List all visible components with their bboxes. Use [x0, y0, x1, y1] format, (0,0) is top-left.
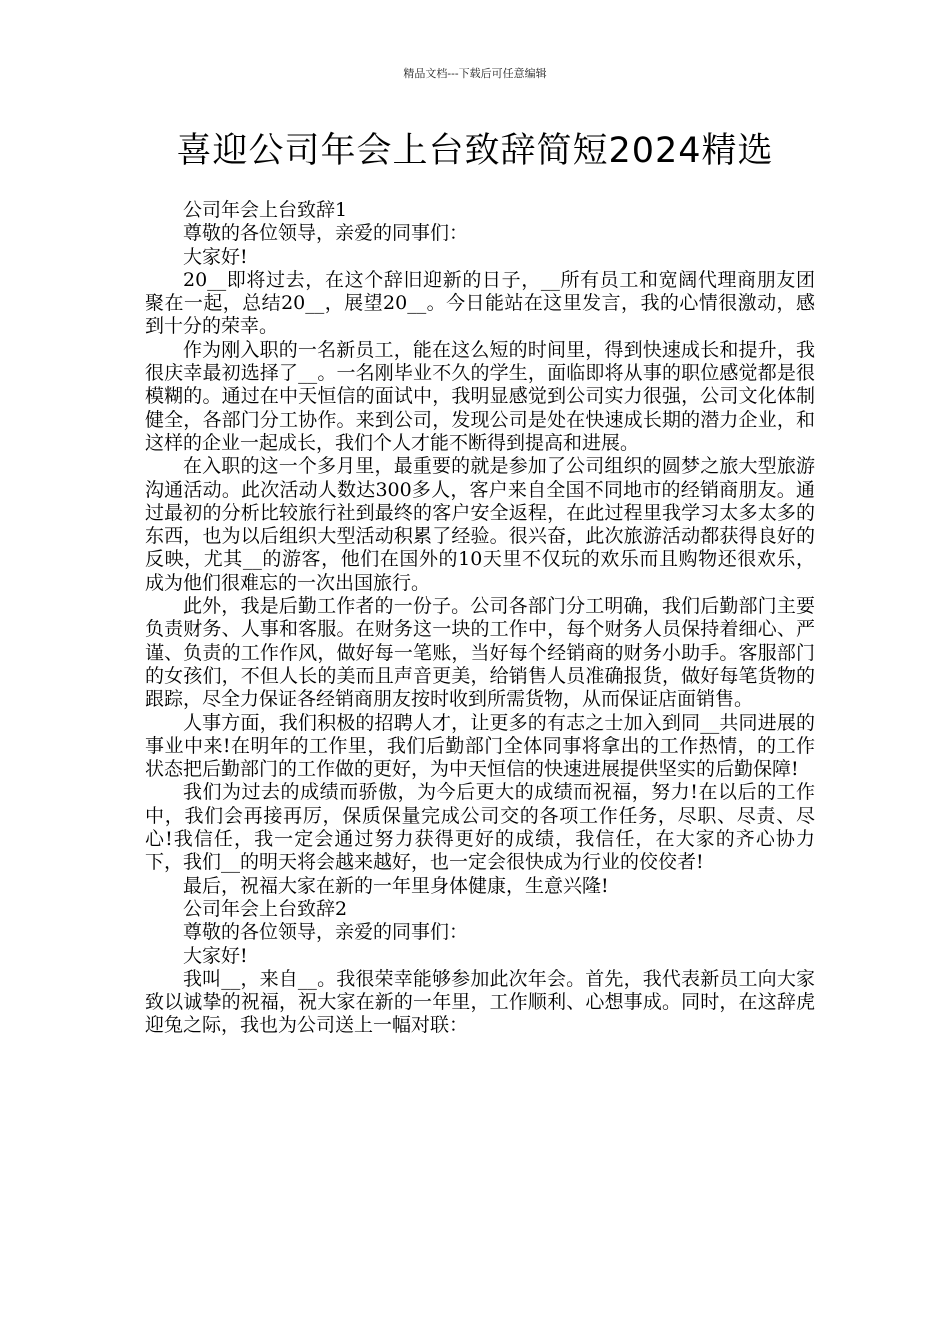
- paragraph: 我叫__，来自__。我很荣幸能够参加此次年会。首先，我代表新员工向大家致以诚挚的祝福，祝大家在新的一年里，工作顺利、心想事成。同时，在这辞虎迎兔之际，我也为公司送上一幅对联：: [145, 967, 815, 1037]
- document-body: [145, 199, 815, 1038]
- paragraph: 作为刚入职的一名新员工，能在这么短的时间里，得到快速成长和提升，我很庆幸最初选择了__。一名刚毕业不久的学生，面临即将从事的职位感觉都是很模糊的。通过在中天恒信的面试中，我明显感觉到公司实力很强，公司文化体制健全，各部门分工协作。来到公司，发现公司是处在快速成长期的潜力企业，和这样的企业一起成长，我们个人才能不断得到提高和进展。: [145, 338, 815, 454]
- paragraph: 人事方面，我们积极的招聘人才，让更多的有志之士加入到同__共同进展的事业中来!在明年的工作里，我们后勤部门全体同事将拿出的工作热情，的工作状态把后勤部门的工作做的更好，为中天恒信的快速进展提供坚实的后勤保障!: [145, 711, 815, 781]
- paragraph: 此外，我是后勤工作者的一份子。公司各部门分工明确，我们后勤部门主要负责财务、人事和客服。在财务这一块的工作中，每个财务人员保持着细心、严谨、负责的工作作风，做好每一笔账，当好每个经销商的财务小助手。客服部门的女孩们，不但人长的美而且声音更美，给销售人员准确报货，做好每笔货物的跟踪，尽全力保证各经销商朋友按时收到所需货物，从而保证店面销售。: [145, 595, 815, 711]
- section-heading: 公司年会上台致辞1: [183, 199, 348, 221]
- paragraph: 我们为过去的成绩而骄傲，为今后更大的成绩而祝福，努力!在以后的工作中，我们会再接再厉，保质保量完成公司交的各项工作任务，尽职、尽责、尽心!我信任，我一定会通过努力获得更好的成绩，我信任，在大家的齐心协力下，我们__的明天将会越来越好，也一定会很快成为行业的佼佼者!: [145, 781, 815, 874]
- paragraph: 最后，祝福大家在新的一年里身体健康，生意兴隆!: [183, 874, 609, 897]
- salutation: 尊敬的各位领导，亲爱的同事们：: [183, 921, 469, 944]
- greeting: 大家好!: [183, 245, 248, 268]
- document-header-note: 精品文档---下载后可任意编辑: [403, 67, 547, 80]
- document-title: 喜迎公司年会上台致辞简短2024精选: [176, 131, 774, 171]
- paragraph: 20__即将过去，在这个辞旧迎新的日子，__所有员工和宽阔代理商朋友团聚在一起，总结20__，展望20__。今日能站在这里发言，我的心情很激动，感到十分的荣幸。: [145, 268, 815, 338]
- greeting: 大家好!: [183, 944, 248, 967]
- paragraph: 在入职的这一个多月里，最重要的就是参加了公司组织的圆梦之旅大型旅游沟通活动。此次活动人数达300多人，客户来自全国不同地市的经销商朋友。通过最初的分析比较旅行社到最终的客户安全返程，在此过程里我学习太多太多的东西，也为以后组织大型活动积累了经验。很兴奋，此次旅游活动都获得良好的反映，尤其__的游客，他们在国外的10天里不仅玩的欢乐而且购物还很欢乐，成为他们很难忘的一次出国旅行。: [145, 455, 815, 594]
- section-heading: 公司年会上台致辞2: [183, 897, 348, 920]
- salutation: 尊敬的各位领导，亲爱的同事们：: [183, 222, 469, 245]
